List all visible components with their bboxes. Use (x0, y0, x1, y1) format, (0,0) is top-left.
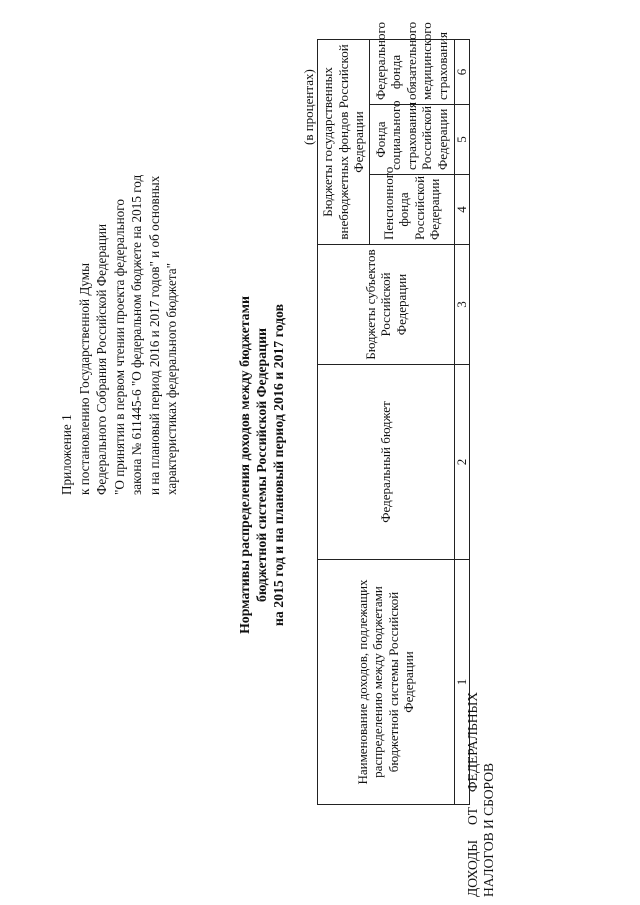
column-number: 2 (454, 365, 469, 560)
column-number: 3 (454, 245, 469, 365)
appendix-line: закона № 611445-6 "О федеральном бюджете на 2015 год (129, 174, 144, 495)
header-regional-budgets: Бюджеты субъектов Российской Федерации (318, 245, 455, 365)
appendix-line: "О принятии в первом чтении проекта федерального (111, 199, 127, 495)
column-number: 5 (454, 105, 469, 175)
header-extrabudgetary-funds: Бюджеты государственных внебюджетных фондов Российской Федерации (318, 39, 370, 244)
norms-table (317, 21, 470, 805)
header-social-insurance-fund: Фонда социального страхования Российской Федерации (369, 105, 454, 175)
header-pension-fund: Пенсионного фонда Российской Федерации (369, 175, 454, 245)
title-line: Нормативы распределения доходов между бюджетами (237, 296, 252, 634)
appendix-line: к постановлению Государственной Думы (76, 262, 92, 495)
section-word: ФЕДЕРАЛЬНЫХ (465, 692, 480, 793)
column-number: 6 (454, 39, 469, 104)
title-line: на 2015 год и на плановый период 2016 и 2017 годов (271, 303, 286, 627)
header-federal-budget: Федеральный бюджет (318, 365, 455, 560)
appendix-line: характеристиках федерального бюджета" (164, 263, 179, 495)
section-heading-line: НАЛОГОВ И СБОРОВ (481, 763, 496, 897)
section-heading (465, 577, 497, 897)
appendix-line: Федерального Собрания Российской Федерации (94, 223, 109, 495)
column-number: 4 (454, 175, 469, 245)
appendix-note (58, 15, 181, 495)
title-line: бюджетной системы Российской Федерации (254, 328, 269, 602)
table-header-row (318, 39, 370, 804)
section-heading-line (465, 692, 481, 897)
header-medical-insurance-fund: Федерального фонда обязательного медицинского страхования (369, 39, 454, 104)
section-word: ОТ (465, 807, 480, 826)
section-word: ДОХОДЫ (465, 839, 480, 897)
column-number: 1 (454, 560, 469, 805)
document-title (236, 145, 287, 785)
header-income-name: Наименование доходов, подлежащих распределению между бюджетами бюджетной системы Российской Федерации (318, 560, 455, 805)
appendix-line: и на плановый период 2016 и 2017 годов" и об основных (146, 175, 162, 495)
unit-note: (в процентах) (301, 69, 316, 145)
appendix-line: Приложение 1 (59, 414, 74, 495)
